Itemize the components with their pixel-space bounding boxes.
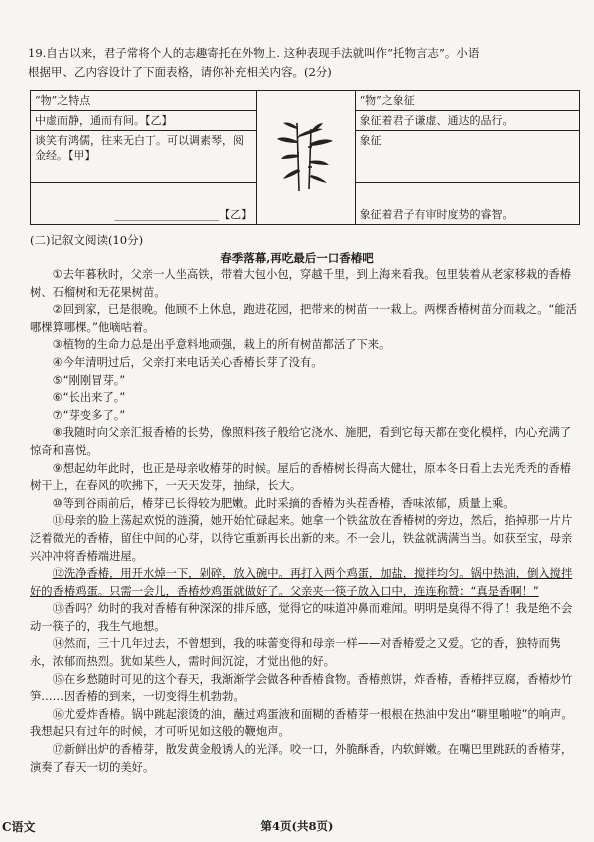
- paragraph: ②回到家，已是很晚。他顾不上休息，跑进花园，把带来的树苗一一栽上。两棵香椿树苗分而栽之。“能活哪棵算哪棵。”他嘀咕着。: [30, 303, 577, 334]
- table-row2-right[interactable]: 象征: [355, 131, 579, 183]
- table-row3-right: 象征着君子有审时度势的睿智。: [355, 183, 579, 225]
- paragraph: ⑦“芽变多了。”: [52, 408, 126, 422]
- paragraph: ①去年暮秋时，父亲一人坐高铁，带着大包小包，穿越千里，到上海来看我。包里装着从老家移栽的香椿树、石榴树和无花果树苗。: [30, 268, 572, 299]
- table-row3-left[interactable]: ___________________【乙】: [31, 183, 257, 225]
- paragraph: ⑥“长出来了。”: [52, 391, 126, 405]
- paragraph: ④今年清明过后，父亲打来电话关心香椿长芽了没有。: [52, 355, 323, 369]
- question-19-line1: 19.自古以来，君子常将个人的志趣寄托在外物上. 这种表现手法就叫作“托物言志”。小语: [28, 46, 480, 60]
- symbol-table: [30, 90, 580, 225]
- question-19: [28, 44, 573, 82]
- question-19-line2: 根据甲、乙内容设计了下面表格，请你补充相关内容。(2分): [28, 65, 332, 79]
- paragraph: ⑧我随时向父亲汇报香椿的长势，像照料孩子般给它浇水、施肥，看到它每天都在变化模样，内心充满了惊奇和喜悦。: [30, 426, 572, 457]
- table-header-right: “物”之象征: [355, 91, 579, 111]
- table-row1-left: 中虚而静，通而有间。【乙】: [31, 111, 257, 131]
- paragraph: ⑰新鲜出炉的香椿芽，散发黄金般诱人的光泽。咬一口，外脆酥香，内软鲜嫩。在嘴巴里跳跃的香椿芽，演奏了春天一切的美好。: [30, 743, 573, 774]
- article-body: [30, 266, 578, 776]
- paragraph: ⑭然而，三十几年过去，不曾想到，我的味蕾变得和母亲一样——对香椿爱之又爱。它的香，独特而隽永，浓郁而热烈。犹如某些人，需时间沉淀，才觉出他的好。: [30, 637, 561, 669]
- paragraph: ⑪母亲的脸上荡起欢悦的涟漪，她开始忙碌起来。她拿一个铁盆放在香椿树的旁边，然后，掐掉那一片片泛着微光的香椿，留住中间的心芽，以待它重新再长出新的来。不一会儿，铁盆就满满当当。如获至宝，母亲兴冲冲将香椿端进屋。: [30, 514, 573, 563]
- table-header-left: “物”之特点: [31, 91, 257, 111]
- table-row1-right: 象征着君子谦虚、通达的品行。: [355, 111, 579, 131]
- paragraph: ⑤“刚刚冒芽。”: [52, 373, 126, 387]
- paragraph: ⑩等到谷雨前后，椿芽已长得较为肥嫩。此时采摘的香椿为头茬香椿，香味浓郁，质量上乘。: [52, 496, 515, 510]
- table-row2-left: 谈笑有鸿儒，往来无白丁。可以调素琴，阅金经。【甲】: [31, 131, 257, 183]
- paragraph: ③植物的生命力总是出乎意料地顽强，栽上的所有树苗都活了下来。: [52, 338, 391, 352]
- bamboo-icon: [273, 119, 339, 193]
- paragraph: ⑬香吗？幼时的我对香椿有种深深的排斥感，觉得它的味道冲鼻而难闻。明明是臭得不得了！我是绝不会动一筷子的，我生气地想。: [30, 602, 573, 633]
- page-number: 第4页(共8页): [260, 819, 334, 833]
- paragraph: ⑯尤爱炸香椿。锅中跳起滚烫的油，蘸过鸡蛋液和面糊的香椿芽一根根在热油中发出“噼里啪啦”的响声。我想起只有过年的时候，才可听见如这般的鞭炮声。: [30, 707, 573, 739]
- section-heading: (二)记叙文阅读(10分): [30, 233, 144, 247]
- paragraph: ⑨想起幼年此时，也正是母亲收椿芽的时候。屋后的香椿树长得高大健壮，原本冬日看上去光秃秃的香椿树干上，在春风的吹拂下，一天天发芽，抽绿，长大。: [30, 461, 572, 493]
- paragraph: ⑮在乡愁随时可见的这个春天，我渐渐学会做各种香椿食物。香椿煎饼，炸香椿，香椿拌豆腐，香椿炒竹笋……因香椿的到来，一切变得生机勃勃。: [30, 672, 573, 704]
- bamboo-picture-cell: [257, 91, 355, 225]
- underlined-paragraph: ⑫洗净香椿，用开水焯一下，剁碎，放入碗中。再打入两个鸡蛋，加盐，搅拌均匀。锅中热油，倒入搅拌好的香椿鸡蛋。只需一会儿，香椿炒鸡蛋就做好了。父亲夹一筷子放入口中，连连称赞：“真是香啊！”: [30, 567, 573, 598]
- subject-label: C语文: [2, 820, 36, 834]
- article-title: 春季落幕,再吃最后一口香椿吧: [220, 251, 374, 265]
